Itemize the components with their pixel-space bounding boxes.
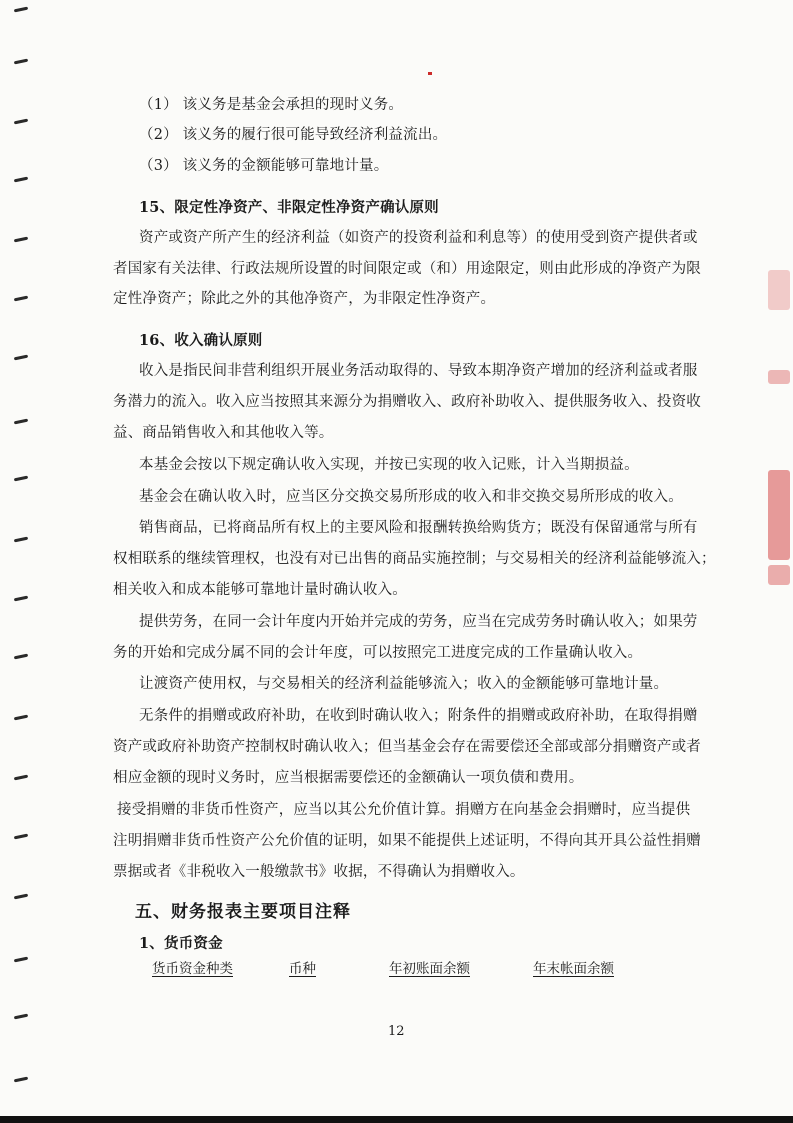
section-heading-15: 15、限定性净资产、非限定性净资产确认原则 xyxy=(139,199,439,216)
binding-mark xyxy=(14,59,28,65)
table-header-cash-type: 货币资金种类 xyxy=(152,961,233,977)
table-header-opening-balance: 年初账面余额 xyxy=(389,961,470,977)
paragraph-line: 务潜力的流入。收入应当按照其来源分为捐赠收入、政府补助收入、提供服务收入、投资收 xyxy=(113,394,701,410)
paragraph-line: 销售商品，已将商品所有权上的主要风险和报酬转换给购货方；既没有保留通常与所有 xyxy=(139,520,698,536)
binding-mark xyxy=(14,1077,28,1083)
paragraph-line: 相应金额的现时义务时，应当根据需要偿还的金额确认一项负债和费用。 xyxy=(113,770,584,786)
list-item: （1） 该义务是基金会承担的现时义务。 xyxy=(139,97,404,113)
binding-mark xyxy=(14,654,28,660)
subsection-heading: 1、货币资金 xyxy=(139,935,223,952)
table-header-closing-balance: 年末帐面余额 xyxy=(533,961,614,977)
paragraph-line: 接受捐赠的非货币性资产，应当以其公允价值计算。捐赠方在向基金会捐赠时，应当提供 xyxy=(117,802,691,818)
paragraph-line: 资产或资产所产生的经济利益（如资产的投资利益和利息等）的使用受到资产提供者或 xyxy=(139,230,698,246)
seal-fragment xyxy=(768,565,790,585)
binding-mark xyxy=(14,715,28,721)
paragraph-line: 资产或政府补助资产控制权时确认收入；但当基金会存在需要偿还全部或部分捐赠资产或者 xyxy=(113,739,701,755)
binding-mark xyxy=(14,177,28,183)
table-header-currency: 币种 xyxy=(289,961,316,977)
binding-mark xyxy=(14,1014,28,1020)
binding-mark xyxy=(14,355,28,361)
list-item: （2） 该义务的履行很可能导致经济利益流出。 xyxy=(139,127,448,143)
seal-fragment xyxy=(768,470,790,560)
binding-mark xyxy=(14,596,28,602)
binding-mark xyxy=(14,537,28,543)
paragraph-line: 让渡资产使用权，与交易相关的经济利益能够流入；收入的金额能够可靠地计量。 xyxy=(139,676,669,692)
list-item: （3） 该义务的金额能够可靠地计量。 xyxy=(139,158,389,174)
paragraph-line: 提供劳务，在同一会计年度内开始并完成的劳务，应当在完成劳务时确认收入；如果劳 xyxy=(139,614,698,630)
paragraph-line: 收入是指民间非营利组织开展业务活动取得的、导致本期净资产增加的经济利益或者服 xyxy=(139,363,698,379)
paragraph-line: 无条件的捐赠或政府补助，在收到时确认收入；附条件的捐赠或政府补助，在取得捐赠 xyxy=(139,708,698,724)
binding-mark xyxy=(14,119,28,125)
paragraph-line: 相关收入和成本能够可靠地计量时确认收入。 xyxy=(113,582,407,598)
binding-mark xyxy=(14,476,28,482)
paragraph-line: 本基金会按以下规定确认收入实现，并按已实现的收入记账，计入当期损益。 xyxy=(139,457,639,473)
scan-edge xyxy=(0,1116,793,1123)
seal-fragment xyxy=(768,370,790,384)
binding-mark xyxy=(14,957,28,963)
section-heading-16: 16、收入确认原则 xyxy=(139,332,263,349)
chapter-heading: 五、财务报表主要项目注释 xyxy=(135,902,351,922)
binding-mark xyxy=(14,296,28,302)
binding-mark xyxy=(14,894,28,900)
paragraph-line: 定性净资产；除此之外的其他净资产，为非限定性净资产。 xyxy=(113,291,496,307)
binding-mark xyxy=(14,237,28,243)
paragraph-line: 注明捐赠非货币性资产公允价值的证明，如果不能提供上述证明，不得向其开具公益性捐赠 xyxy=(113,833,701,849)
seal-fragment xyxy=(768,270,790,310)
paragraph-line: 权相联系的继续管理权，也没有对已出售的商品实施控制；与交易相关的经济利益能够流入； xyxy=(113,551,716,567)
binding-mark xyxy=(14,775,28,781)
binding-mark xyxy=(14,419,28,425)
paragraph-line: 益、商品销售收入和其他收入等。 xyxy=(113,425,334,441)
paragraph-line: 基金会在确认收入时，应当区分交换交易所形成的收入和非交换交易所形成的收入。 xyxy=(139,489,683,505)
paragraph-line: 务的开始和完成分属不同的会计年度，可以按照完工进度完成的工作量确认收入。 xyxy=(113,645,643,661)
paragraph-line: 票据或者《非税收入一般缴款书》收据，不得确认为捐赠收入。 xyxy=(113,864,525,880)
page-number: 12 xyxy=(388,1024,405,1039)
binding-mark xyxy=(14,7,28,13)
red-mark xyxy=(428,72,432,75)
paragraph-line: 者国家有关法律、行政法规所设置的时间限定或（和）用途限定，则由此形成的净资产为限 xyxy=(113,261,701,277)
binding-mark xyxy=(14,834,28,840)
